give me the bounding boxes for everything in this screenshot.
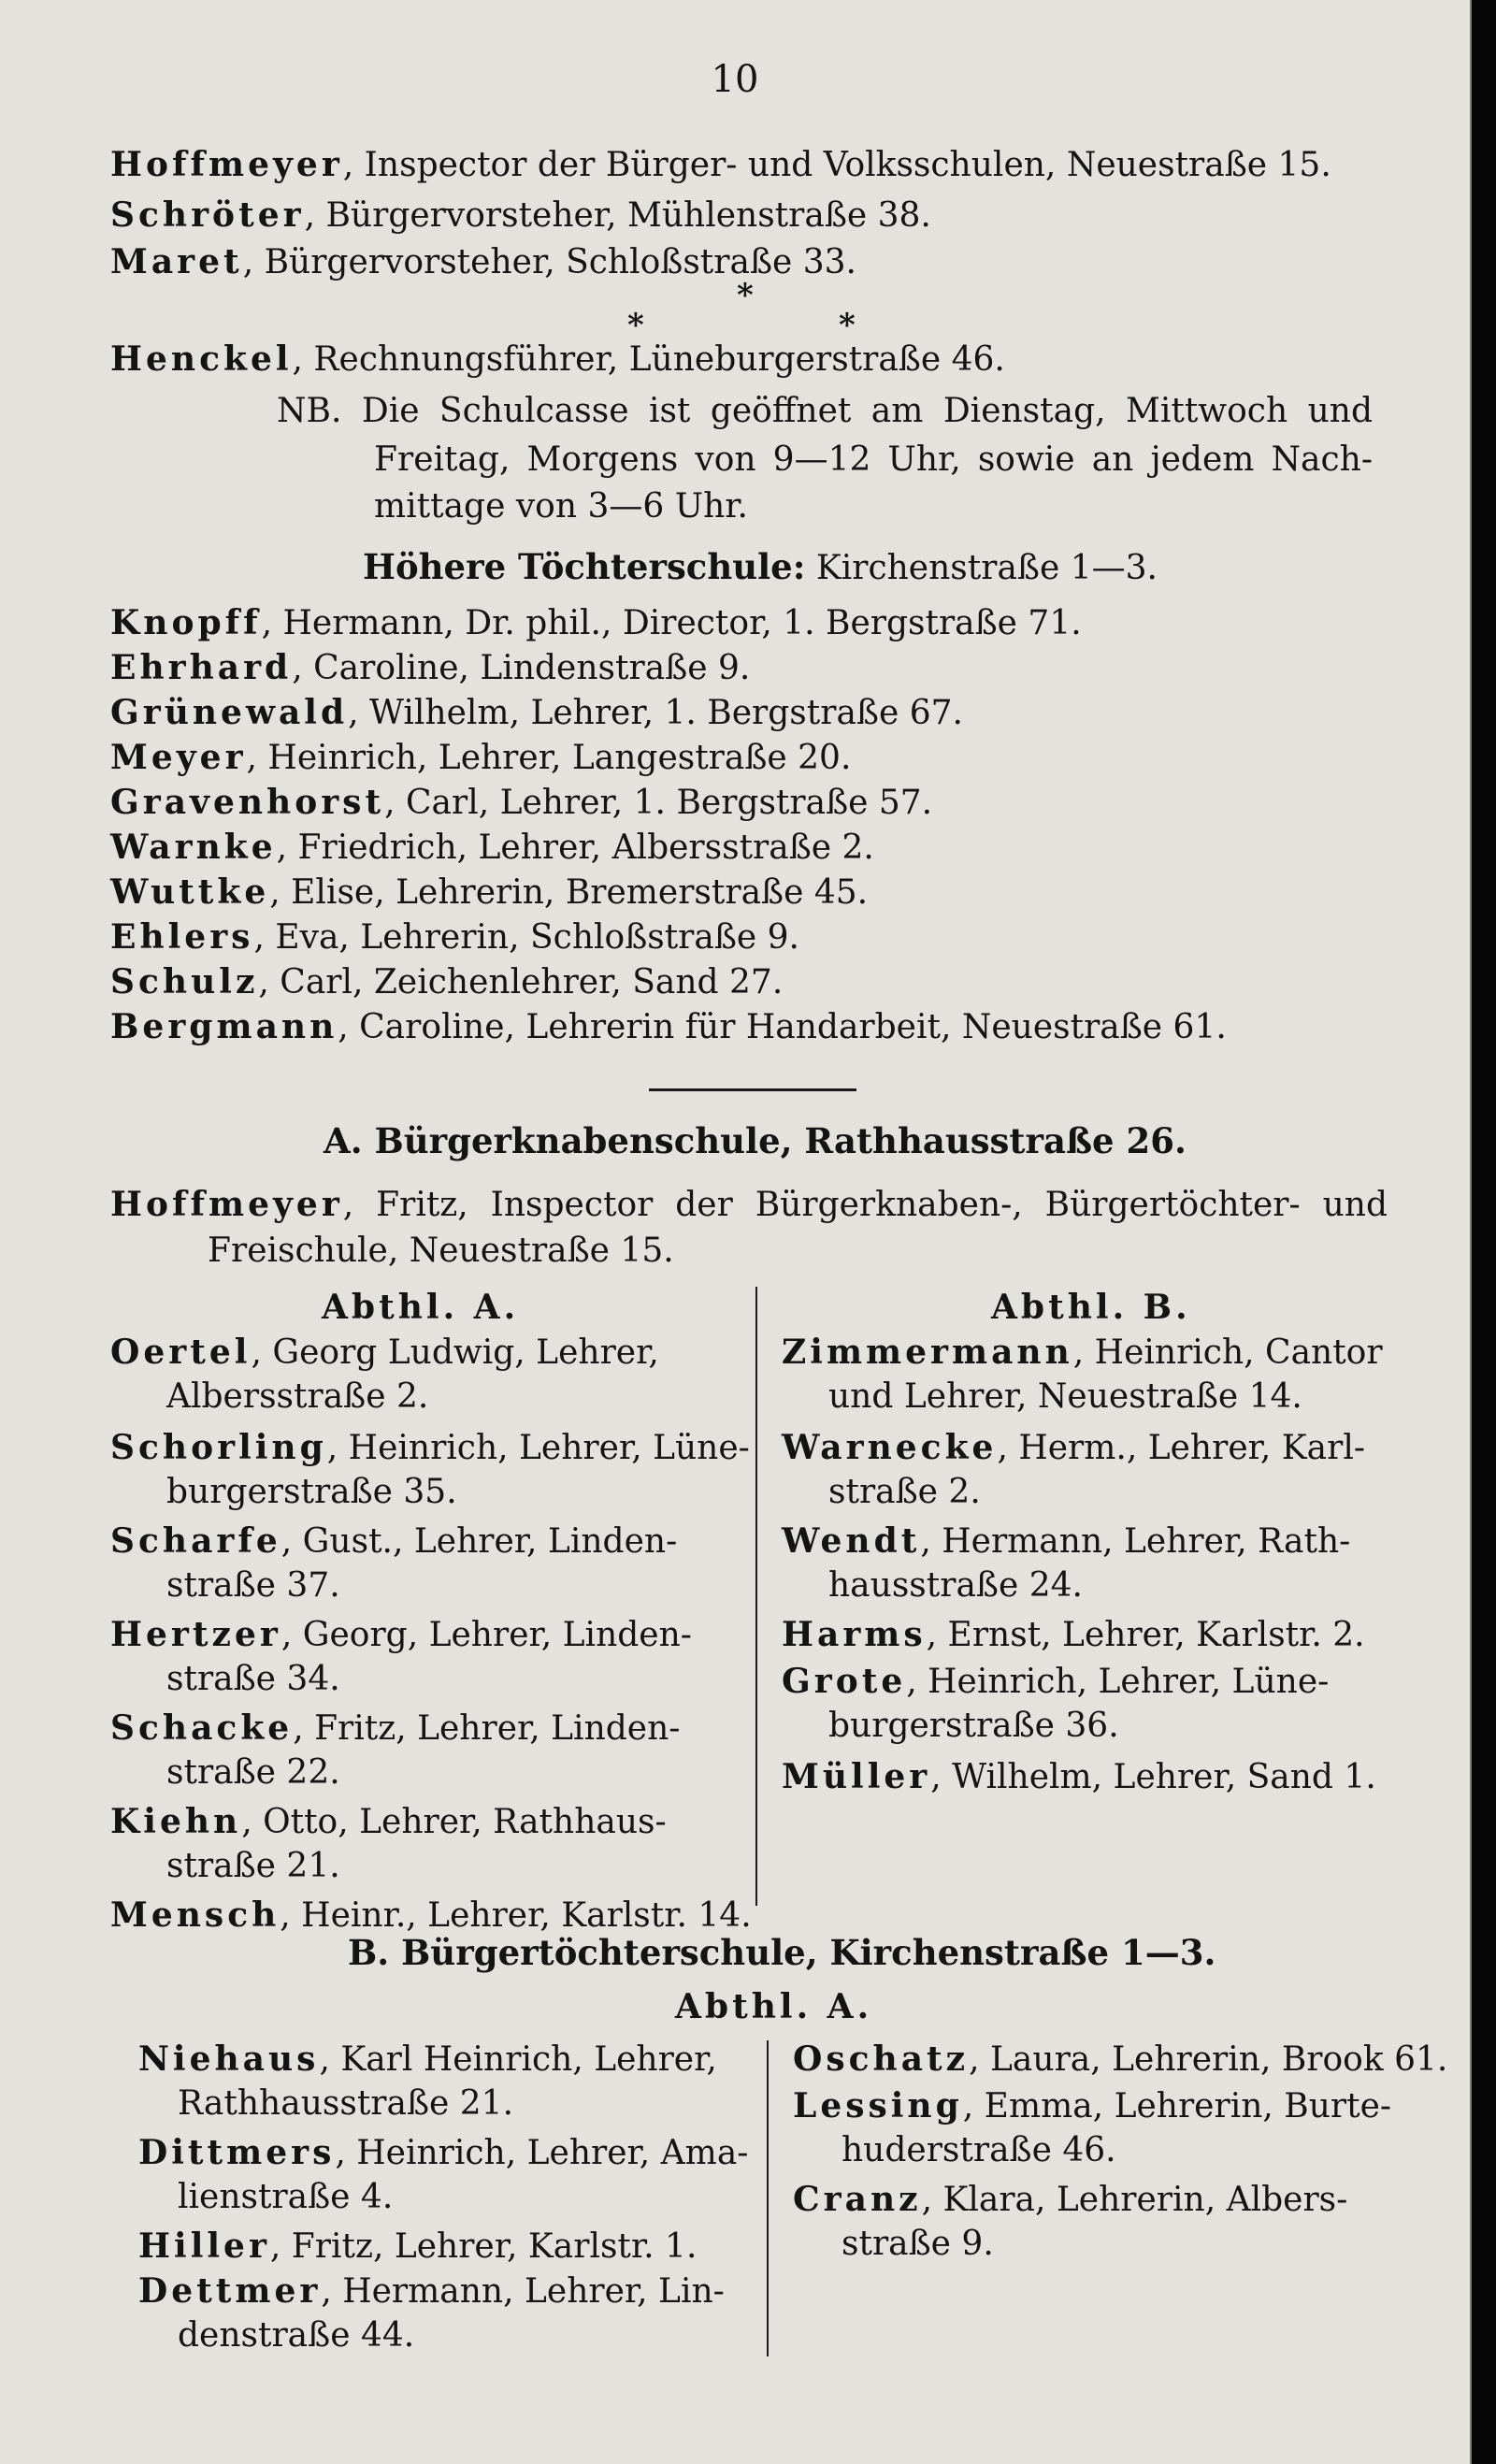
entry-details: , Karl Heinrich, Lehrer,	[319, 2040, 717, 2079]
entry-name: Warnecke	[782, 1428, 998, 1467]
entry-details: , Friedrich, Lehrer, Albersstraße 2.	[276, 829, 874, 867]
entry-continuation: hausstraße 24.	[828, 1566, 1083, 1605]
entry-name: Hiller	[138, 2226, 270, 2266]
entry-details: , Gust., Lehrer, Linden-	[280, 1522, 678, 1561]
entry-line	[110, 144, 1331, 186]
entry-name: Scharfe	[110, 1521, 281, 1561]
entry-line	[110, 1006, 1227, 1048]
entry-details: , Rechnungsführer, Lüneburgerstraße 46.	[292, 340, 1005, 379]
entry-details: , Hermann, Lehrer, Rath-	[920, 1522, 1351, 1561]
entry-details: , Bürgervorsteher, Mühlenstraße 38.	[304, 196, 931, 235]
section-heading: A. Bürgerknabenschule, Rathhausstraße 26.	[324, 1120, 1187, 1161]
note-text: Die Schulcasse ist geöffnet am Dienstag, Mittwoch und	[361, 392, 1373, 430]
entry-line	[110, 1895, 752, 1937]
entry-details: , Heinrich, Lehrer, Ama-	[335, 2134, 749, 2172]
asterisk: *	[839, 307, 856, 344]
note-label: NB.	[277, 392, 342, 430]
entry-name: Dittmers	[138, 2133, 336, 2172]
entry-name: Schröter	[110, 195, 305, 235]
entry-name: Mensch	[110, 1895, 280, 1935]
entry-details: , Laura, Lehrerin, Brook 61.	[969, 2040, 1448, 2079]
entry-continuation: Rathhausstraße 21.	[178, 2084, 514, 2123]
entry-details: , Heinr., Lehrer, Karlstr. 14.	[280, 1896, 752, 1935]
entry-details: , Heinrich, Lehrer, Langestraße 20.	[246, 739, 852, 777]
entry-continuation: und Lehrer, Neuestraße 14.	[828, 1377, 1302, 1416]
entry-name: Gravenhorst	[110, 783, 385, 822]
entry-name: Cranz	[793, 2180, 922, 2219]
entry-line	[138, 2226, 697, 2268]
entry-details: , Heinrich, Cantor	[1072, 1333, 1383, 1372]
entry-name: Warnke	[110, 828, 277, 867]
entry-name: Hoffmeyer	[110, 145, 343, 184]
entry-details: , Hermann, Dr. phil., Director, 1. Bergstraße 71.	[261, 604, 1082, 642]
entry-details: , Elise, Lehrerin, Bremerstraße 45.	[269, 873, 869, 912]
entry-details: , Carl, Zeichenlehrer, Sand 27.	[258, 963, 784, 1001]
entry-line	[110, 602, 1082, 644]
entry-continuation: burgerstraße 35.	[166, 1473, 457, 1511]
note-line: Freitag, Morgens von 9—12 Uhr, sowie an jedem Nach-	[374, 440, 1373, 479]
entry-line	[110, 692, 963, 734]
entry-line	[793, 2039, 1447, 2081]
entry-details: , Inspector der Bürger- und Volksschulen, Neuestraße 15.	[342, 146, 1331, 184]
school-address: Kirchenstraße 1—3.	[805, 549, 1158, 587]
entry-details: , Klara, Lehrerin, Albers-	[921, 2181, 1348, 2219]
entry-line	[138, 2270, 725, 2313]
entry-name: Grote	[782, 1662, 907, 1701]
entry-continuation: straße 34.	[166, 1660, 340, 1698]
entry-name: Ehrhard	[110, 648, 293, 687]
entry-continuation: straße 2.	[828, 1473, 981, 1511]
column-heading: Abthl. A.	[675, 1987, 873, 2026]
entry-details: , Wilhelm, Lehrer, 1. Bergstraße 67.	[348, 694, 963, 732]
entry-details: , Eva, Lehrerin, Schloßstraße 9.	[253, 918, 799, 957]
entry-line	[110, 827, 874, 869]
entry-name: Lessing	[793, 2086, 963, 2125]
entry-name: Henckel	[110, 339, 293, 379]
school-name: Höhere Töchterschule:	[363, 546, 806, 587]
entry-line	[110, 872, 868, 914]
entry-line	[782, 1427, 1365, 1469]
entry-continuation: denstraße 44.	[178, 2316, 415, 2355]
entry-name: Oschatz	[793, 2039, 970, 2079]
entry-name: Dettmer	[138, 2271, 322, 2311]
entry-details: , Georg, Lehrer, Linden-	[280, 1616, 692, 1654]
entry-details: , Emma, Lehrerin, Burte-	[962, 2087, 1392, 2125]
entry-details: , Bürgervorsteher, Schloßstraße 33.	[242, 243, 856, 281]
entry-name: Hoffmeyer	[110, 1185, 343, 1224]
entry-details: , Otto, Lehrer, Rathhaus-	[241, 1803, 667, 1841]
entry-details: , Fritz, Inspector der Bürgerknaben-, Bürgertöchter- und	[342, 1186, 1388, 1224]
entry-line	[110, 1801, 667, 1843]
entry-line	[138, 2132, 748, 2174]
entry-line	[110, 195, 931, 237]
page-number: 10	[711, 58, 759, 101]
entry-continuation: Albersstraße 2.	[166, 1377, 429, 1416]
asterisk: *	[627, 307, 644, 344]
entry-name: Schorling	[110, 1428, 327, 1467]
entry-line	[793, 2179, 1347, 2221]
entry-continuation: burgerstraße 36.	[828, 1707, 1119, 1745]
entry-line	[110, 782, 932, 824]
entry-continuation: straße 9.	[842, 2225, 994, 2263]
section-heading: B. Bürgertöchterschule, Kirchenstraße 1—3.	[348, 1932, 1216, 1973]
entry-details: , Caroline, Lehrerin für Handarbeit, Neuestraße 61.	[338, 1008, 1227, 1046]
entry-continuation: straße 22.	[166, 1753, 340, 1792]
entry-line	[110, 1614, 692, 1656]
entry-line	[110, 1708, 680, 1750]
entry-details: , Georg Ludwig, Lehrer,	[251, 1333, 659, 1372]
entry-line	[110, 1520, 677, 1563]
entry-name: Grünewald	[110, 693, 349, 732]
entry-line	[110, 647, 750, 689]
entry-details: , Herm., Lehrer, Karl-	[997, 1429, 1366, 1467]
entry-name: Hertzer	[110, 1615, 281, 1654]
entry-line	[782, 1332, 1383, 1374]
entry-line	[110, 961, 783, 1003]
entry-details: , Hermann, Lehrer, Lin-	[321, 2272, 725, 2311]
entry-name: Kiehn	[110, 1802, 242, 1841]
note-line	[277, 391, 1373, 432]
entry-line	[782, 1661, 1329, 1703]
entry-line	[110, 1332, 659, 1374]
entry-line	[793, 2085, 1391, 2127]
asterism-separator	[0, 277, 1470, 342]
entry-details: , Heinrich, Lehrer, Lüne-	[326, 1429, 750, 1467]
entry-details: , Wilhelm, Lehrer, Sand 1.	[930, 1758, 1376, 1796]
entry-name: Niehaus	[138, 2039, 320, 2079]
entry-line	[110, 737, 851, 779]
entry-name: Maret	[110, 242, 243, 281]
entry-continuation: straße 21.	[166, 1847, 340, 1885]
column-divider	[767, 2040, 769, 2356]
entry-line	[110, 916, 799, 958]
entry-name: Ehlers	[110, 917, 254, 957]
entry-line	[110, 339, 1005, 381]
entry-details: , Carl, Lehrer, 1. Bergstraße 57.	[384, 784, 933, 822]
note-line: mittage von 3—6 Uhr.	[374, 487, 748, 526]
entry-details: , Fritz, Lehrer, Karlstr. 1.	[269, 2227, 698, 2266]
entry-line	[138, 2039, 717, 2081]
entry-name: Harms	[782, 1615, 927, 1654]
entry-line	[782, 1520, 1350, 1563]
entry-details: , Caroline, Lindenstraße 9.	[292, 649, 751, 687]
entry-name: Knopff	[110, 603, 262, 642]
entry-name: Schulz	[110, 962, 259, 1001]
asterisk: *	[737, 277, 754, 314]
entry-details: , Fritz, Lehrer, Linden-	[293, 1709, 681, 1748]
entry-name: Meyer	[110, 738, 247, 777]
entry-name: Zimmermann	[782, 1333, 1073, 1372]
entry-name: Schacke	[110, 1708, 294, 1748]
entry-line	[782, 1614, 1365, 1656]
entry-name: Bergmann	[110, 1007, 338, 1046]
entry-continuation: huderstraße 46.	[842, 2131, 1116, 2169]
entry-name: Wuttke	[110, 872, 270, 912]
entry-details: , Heinrich, Lehrer, Lüne-	[906, 1663, 1330, 1701]
entry-line	[110, 1427, 750, 1469]
entry-continuation: Freischule, Neuestraße 15.	[208, 1232, 674, 1270]
entry-name: Oertel	[110, 1333, 252, 1372]
entry-name: Wendt	[782, 1521, 921, 1561]
section-divider	[649, 1088, 856, 1091]
entry-continuation: straße 37.	[166, 1566, 340, 1605]
entry-details: , Ernst, Lehrer, Karlstr. 2.	[926, 1616, 1365, 1654]
entry-line	[782, 1756, 1376, 1798]
entry-line	[110, 1184, 1388, 1226]
column-heading: Abthl. B.	[991, 1288, 1191, 1327]
entry-continuation: lienstraße 4.	[178, 2178, 394, 2216]
column-heading: Abthl. A.	[322, 1288, 520, 1327]
column-divider	[755, 1287, 757, 1906]
section-heading	[363, 546, 1158, 589]
entry-name: Müller	[782, 1757, 931, 1796]
